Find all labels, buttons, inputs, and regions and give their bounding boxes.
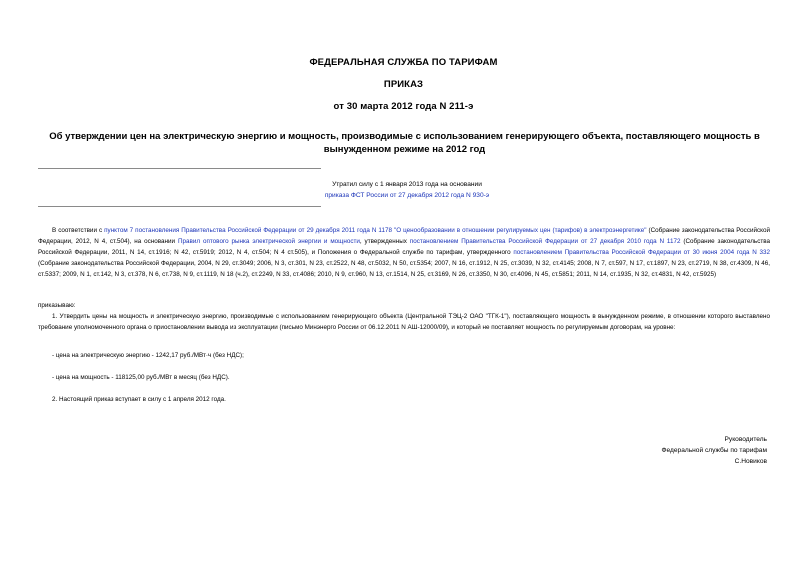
signature-position-2: Федеральной службы по тарифам bbox=[661, 447, 767, 454]
preamble-text: (Собрание законодательства Российской Федерации, 2011, N 14, ст.1916; N 42, ст.5919; 2012, N 4, ст.504; N 4 ст.505), и Положения о Федеральной службе по тарифам, утвержденного bbox=[38, 238, 771, 256]
preamble-text: (Собрание законодательства Российской Федерации, 2012, N 4, ст.504), на основании bbox=[38, 227, 770, 245]
price-energy-text: - цена на электрическую энергию - 1242,17 руб./МВт·ч (без НДС); bbox=[52, 352, 244, 359]
preamble-text: В соответствии с bbox=[52, 227, 105, 234]
item-1-paragraph bbox=[38, 311, 770, 333]
item-2-text: 2. Настоящий приказ вступает в силу с 1 апреля 2012 года. bbox=[52, 396, 226, 403]
preamble-text: (Собрание законодательства Российской Федерации, 2004, N 29, ст.3049; 2006, N 3, ст.301, N 23, ст.2522, N 48, ст.5032, N 50, ст.5354; 2007, N 16, ст.1912, N 25, ст.3039, N 32, ст.4145; 2008, N 7, ст.597, N 17, ст.1897, N 23, ст.2719, N 38, ст.4309, N 46, ст.5337; 2009, N 1, ст.142, N 3, ст.378, N 6, ст.738, N 9, ст.1119, N 18 (ч.2), ст.2249, N 33, ст.4086; 2010, N 9, ст.960, N 13, ст.1514, N 25, ст.3169, N 26, ст.3350, N 30, ст.4096, N 45, ст.5851; 2011, N 14, ст.1935, N 32, ст.4831, N 42, ст.5925) bbox=[38, 260, 770, 278]
price-capacity-paragraph bbox=[38, 372, 770, 383]
link-decree-1178[interactable]: пунктом 7 постановления Правительства Российской Федерации от 29 декабря 2011 года N 1178 "О ценообразовании в отношении регулируемых цен (тарифов) в электроэнергетике" bbox=[104, 227, 647, 234]
void-notice bbox=[300, 179, 514, 201]
price-energy-paragraph bbox=[38, 350, 770, 361]
link-wholesale-market-rules[interactable]: Правил оптового рынка электрической энергии и мощности bbox=[177, 238, 360, 245]
preamble-text: , утвержденных bbox=[359, 238, 410, 245]
signature-position-1: Руководитель bbox=[724, 436, 767, 443]
agency-name: ФЕДЕРАЛЬНАЯ СЛУЖБА ПО ТАРИФАМ bbox=[309, 57, 498, 68]
preamble-paragraph bbox=[38, 225, 770, 280]
price-capacity-text: - цена на мощность - 118125,00 руб./МВт в месяц (без НДС). bbox=[52, 374, 230, 381]
void-notice-text: Утратил силу с 1 января 2013 года на основании bbox=[332, 181, 482, 188]
document-date-number: от 30 марта 2012 года N 211-э bbox=[333, 101, 474, 112]
link-decree-332[interactable]: постановлением Правительства Российской Федерации от 30 июня 2004 года N 332 bbox=[513, 249, 770, 256]
document-title: Об утверждении цен на электрическую энергию и мощность, производимые с использованием генерирующего объекта, поставляющего мощность в вынужденном режиме на 2012 год bbox=[49, 131, 760, 155]
bottom-divider bbox=[38, 206, 321, 207]
document-type: ПРИКАЗ bbox=[383, 79, 424, 90]
signature-block bbox=[517, 434, 767, 467]
signature-name: С.Новиков bbox=[734, 458, 767, 465]
link-decree-1172[interactable]: постановлением Правительства Российской Федерации от 27 декабря 2010 года N 1172 bbox=[409, 238, 681, 245]
top-divider bbox=[38, 168, 321, 169]
item-2-paragraph bbox=[38, 394, 770, 405]
item-1-text: 1. Утвердить цены на мощность и электрическую энергию, производимые с использованием генерирующего объекта (Центральной ТЭЦ-2 ОАО "ТГК-1"), поставляющего мощность в вынужденном режиме, в отношении которого выставлено требование уполномоченного органа о приостановлении вывода из эксплуатации (письмо Минэнерго России от 06.12.2011 N АШ-12000/09), и который не поставляет мощность по регулируемым договорам, на уровне: bbox=[38, 313, 770, 331]
void-notice-link[interactable]: приказа ФСТ России от 27 декабря 2012 года N 930-э bbox=[324, 192, 490, 199]
order-word: приказываю: bbox=[38, 302, 76, 309]
